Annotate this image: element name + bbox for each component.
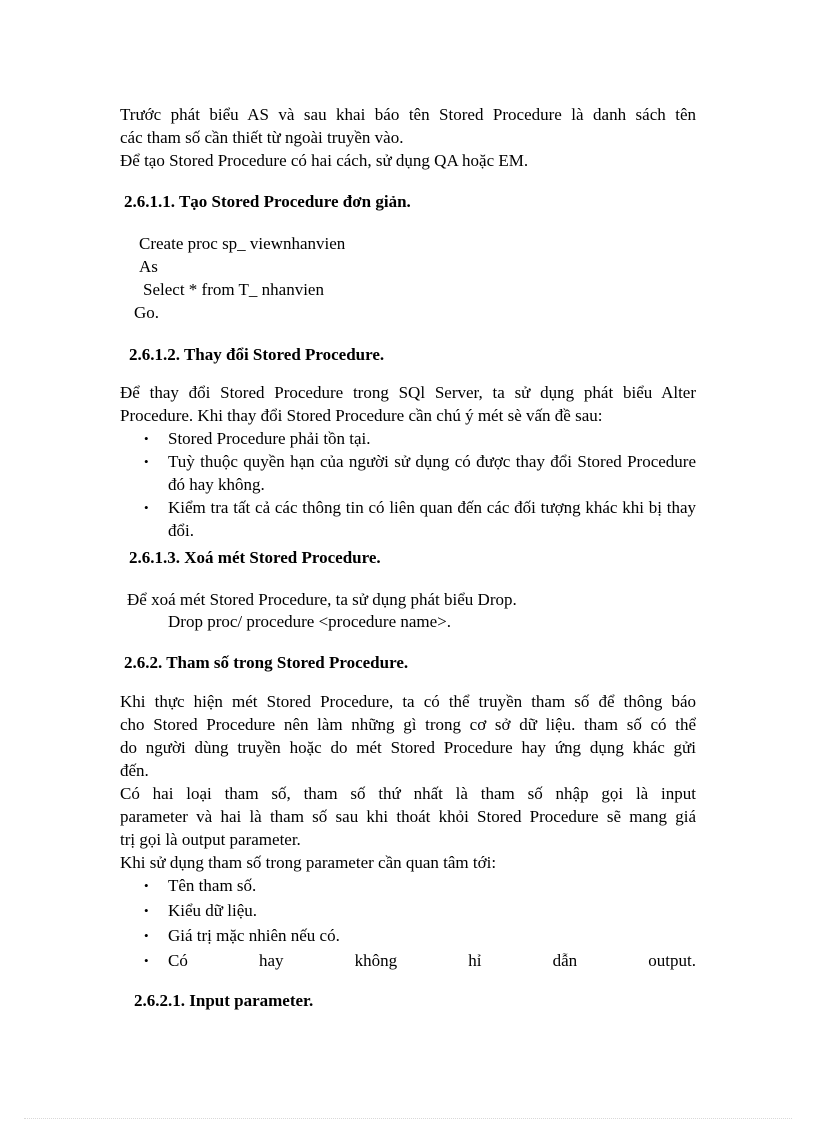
- code-line-1: Create proc sp_ viewnhanvien: [139, 234, 346, 253]
- params-paragraph-2: Có hai loại tham số, tham số thứ nhất là tham số nhập gọi là input parameter và hai là tham số sau khi thoát khỏi Stored Procedure sẽ mang giá trị gọi là output parameter.: [120, 784, 696, 849]
- bullet-icon: •: [144, 953, 149, 968]
- heading-2-6-2: 2.6.2. Tham số trong Stored Procedure.: [124, 653, 409, 672]
- drop-paragraph: Để xoá mét Stored Procedure, ta sử dụng phát biểu Drop.: [127, 590, 517, 609]
- list-item: • Tên tham số.: [144, 876, 257, 895]
- params-paragraph-1: Khi thực hiện mét Stored Procedure, ta có thể truyền tham số để thông báo cho Stored Procedure nên làm những gì trong cơ sở dữ liệu. tham số có thể do người dùng truyền hoặc do mét Stored Procedure hay ứng dụng khác gửi đến.: [120, 692, 696, 780]
- bullet-icon: •: [144, 928, 149, 943]
- bullet-icon: •: [144, 878, 149, 893]
- heading-2-6-2-1: 2.6.2.1. Input parameter.: [134, 991, 314, 1010]
- alter-line-2: Procedure. Khi thay đổi Stored Procedure cần chú ý mét sè vấn đề sau:: [120, 406, 603, 425]
- heading-2-6-1-3: 2.6.1.3. Xoá mét Stored Procedure.: [129, 548, 381, 567]
- list-item: • Tuỳ thuộc quyền hạn của người sử dụng có được thay đổi Stored Procedure đó hay không.: [144, 452, 696, 494]
- list-item: • Kiểm tra tất cả các thông tin có liên quan đến các đối tượng khác khi bị thay đổi.: [144, 498, 696, 540]
- alter-paragraph: [120, 381, 696, 427]
- list-item: • Kiểu dữ liệu.: [144, 901, 258, 920]
- bullet-icon: •: [144, 500, 149, 515]
- intro-line-3: Để tạo Stored Procedure có hai cách, sử dụng QA hoặc EM.: [120, 151, 529, 170]
- intro-paragraph: [120, 103, 696, 172]
- code-line-3: Select * from T_ nhanvien: [143, 280, 324, 299]
- alter-bullet-list: [120, 427, 696, 542]
- params-bullet-list: [120, 874, 696, 972]
- list-item: • Stored Procedure phải tồn tại.: [144, 429, 371, 448]
- code-line-2: As: [139, 257, 158, 276]
- spread-line: Có hay không hỉ dẫn output.: [168, 951, 696, 970]
- list-item: [120, 949, 696, 972]
- heading-2-6-1-2: 2.6.1.2. Thay đổi Stored Procedure.: [129, 345, 385, 364]
- bullet-icon: •: [144, 903, 149, 918]
- list-item: • Giá trị mặc nhiên nếu có.: [144, 926, 340, 945]
- drop-syntax: Drop proc/ procedure <procedure name>.: [168, 612, 452, 631]
- heading-2-6-1-1: 2.6.1.1. Tạo Stored Procedure đơn giản.: [124, 192, 411, 211]
- params-paragraph-3: Khi sử dụng tham số trong parameter cần quan tâm tới:: [120, 853, 497, 872]
- code-line-4: Go.: [134, 303, 160, 322]
- intro-line-1: Trước phát biểu AS và sau khai báo tên Stored Procedure là danh sách tên: [120, 105, 696, 124]
- page-bottom-rule: [24, 1118, 792, 1119]
- alter-line-1: Để thay đổi Stored Procedure trong SQl Server, ta sử dụng phát biểu Alter: [120, 383, 696, 402]
- bullet-icon: •: [144, 431, 149, 446]
- bullet-icon: •: [144, 454, 149, 469]
- intro-line-2: các tham số cần thiết từ ngoài truyền vào.: [120, 128, 404, 147]
